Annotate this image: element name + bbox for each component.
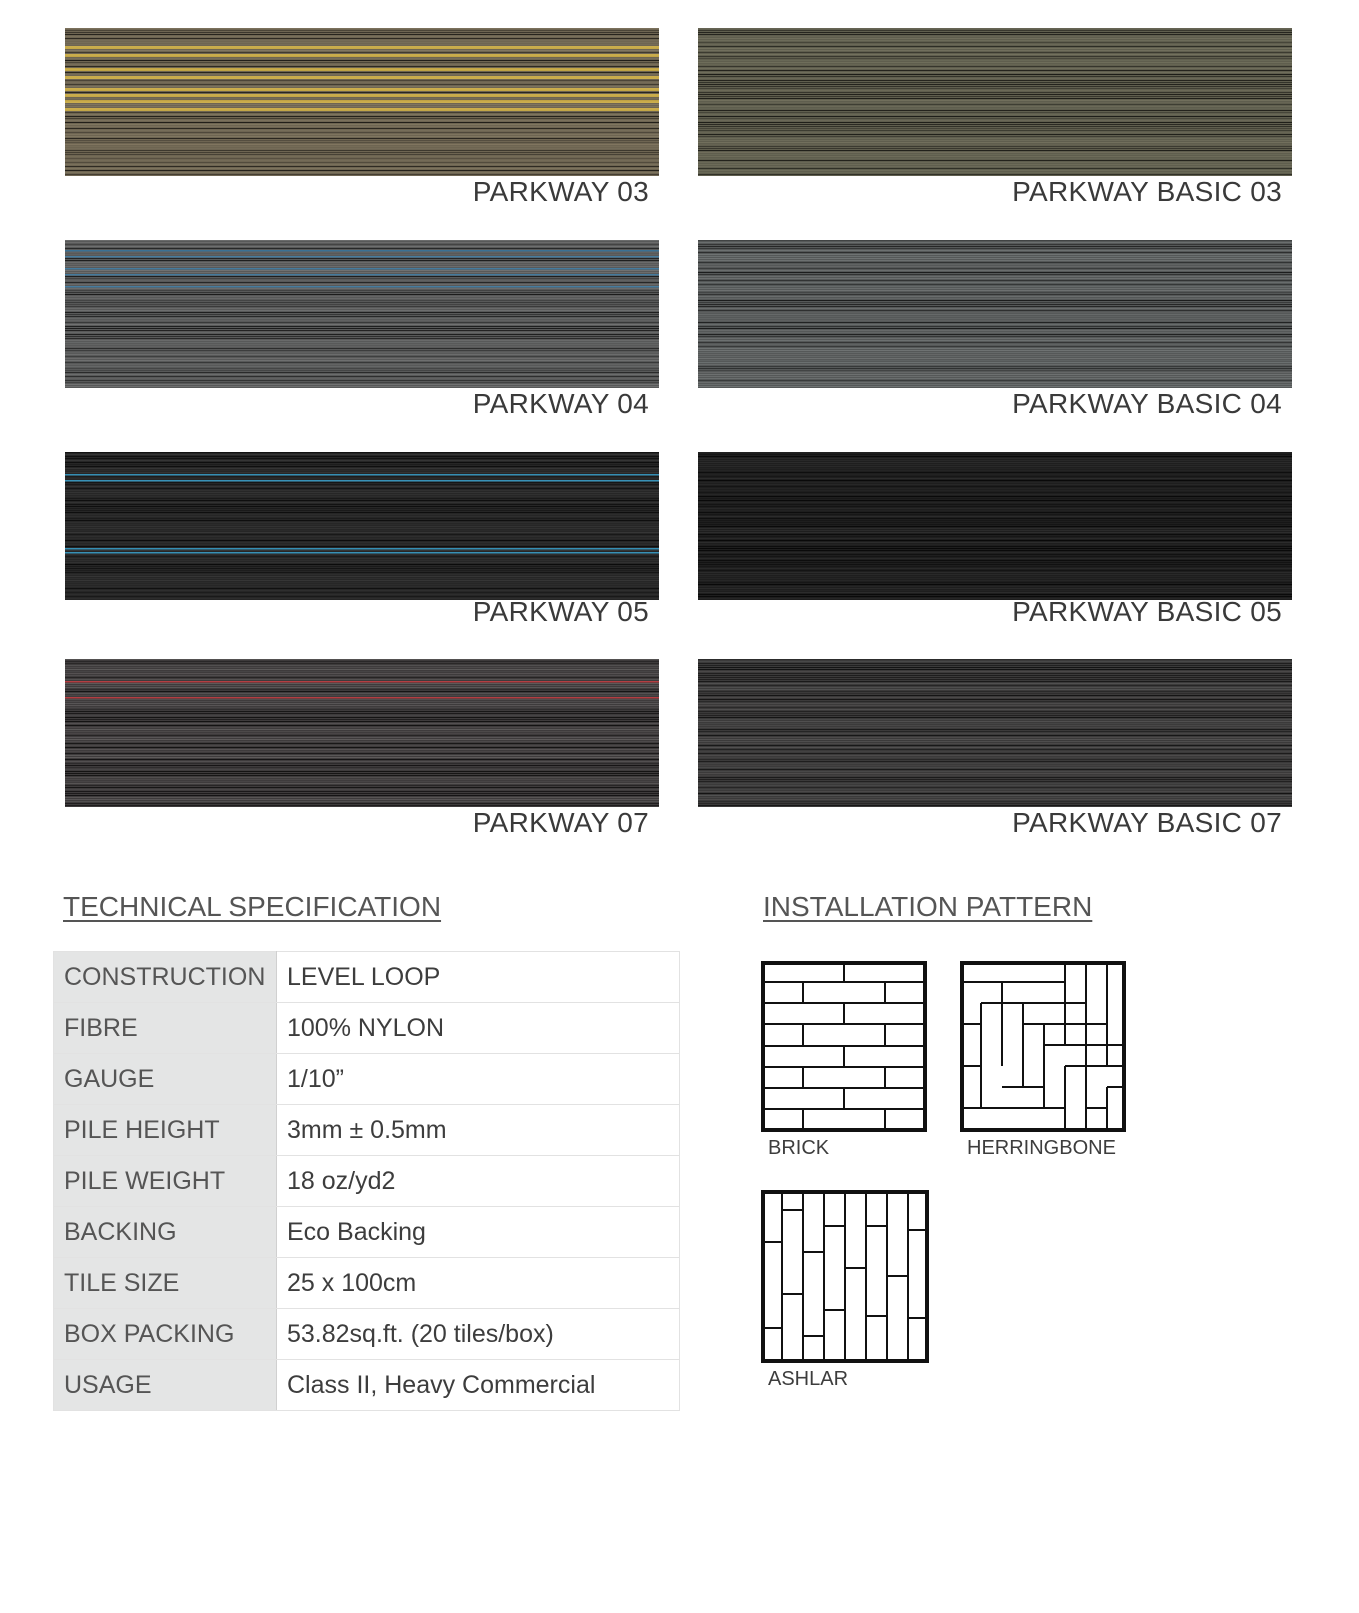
swatch-label: PARKWAY 05 <box>472 596 649 627</box>
spec-value: Eco Backing <box>277 1207 680 1258</box>
brick-label: BRICK <box>768 1137 830 1159</box>
spec-row <box>54 952 680 1003</box>
spec-key: USAGE <box>54 1360 277 1411</box>
spec-row <box>54 1156 680 1207</box>
spec-key: TILE SIZE <box>54 1258 277 1309</box>
spec-row <box>54 1003 680 1054</box>
spec-value: 53.82sq.ft. (20 tiles/box) <box>277 1309 680 1360</box>
spec-value: 100% NYLON <box>277 1003 680 1054</box>
swatch-parkway-basic-07 <box>698 659 1292 807</box>
spec-row <box>54 1258 680 1309</box>
spec-row <box>54 1309 680 1360</box>
spec-value: 25 x 100cm <box>277 1258 680 1309</box>
spec-key: PILE WEIGHT <box>54 1156 277 1207</box>
ashlar-pattern-diagram <box>761 1190 929 1363</box>
swatch-parkway-basic-04 <box>698 240 1292 388</box>
herringbone-pattern-diagram <box>960 961 1126 1132</box>
spec-key: BOX PACKING <box>54 1309 277 1360</box>
spec-row <box>54 1360 680 1411</box>
carpet-texture <box>65 28 659 176</box>
brick-pattern-diagram <box>761 961 927 1132</box>
installation-pattern-title: INSTALLATION PATTERN <box>763 891 1093 922</box>
swatch-label: PARKWAY 07 <box>472 807 649 838</box>
tech-spec-title: TECHNICAL SPECIFICATION <box>63 891 442 922</box>
swatch-label: PARKWAY BASIC 04 <box>1012 388 1282 419</box>
ashlar-label: ASHLAR <box>768 1368 849 1390</box>
spec-value: 3mm ± 0.5mm <box>277 1105 680 1156</box>
spec-value: 18 oz/yd2 <box>277 1156 680 1207</box>
carpet-texture <box>65 659 659 807</box>
spec-row <box>54 1105 680 1156</box>
spec-value: Class II, Heavy Commercial <box>277 1360 680 1411</box>
carpet-texture <box>698 240 1292 388</box>
swatch-parkway-03 <box>65 28 659 176</box>
swatch-parkway-basic-03 <box>698 28 1292 176</box>
spec-table <box>53 951 680 1411</box>
swatch-parkway-07 <box>65 659 659 807</box>
spec-value: LEVEL LOOP <box>277 952 680 1003</box>
swatch-label: PARKWAY BASIC 05 <box>1012 596 1282 627</box>
swatch-label: PARKWAY 04 <box>472 388 649 419</box>
spec-key: CONSTRUCTION <box>54 952 277 1003</box>
spec-key: GAUGE <box>54 1054 277 1105</box>
spec-row <box>54 1207 680 1258</box>
swatch-parkway-04 <box>65 240 659 388</box>
carpet-texture <box>65 452 659 600</box>
carpet-texture <box>698 28 1292 176</box>
swatch-label: PARKWAY BASIC 07 <box>1012 807 1282 838</box>
spec-row <box>54 1054 680 1105</box>
swatch-label: PARKWAY BASIC 03 <box>1012 176 1282 207</box>
carpet-texture <box>698 452 1292 600</box>
spec-key: FIBRE <box>54 1003 277 1054</box>
herringbone-label: HERRINGBONE <box>967 1137 1116 1159</box>
swatch-label: PARKWAY 03 <box>472 176 649 207</box>
carpet-texture <box>65 240 659 388</box>
swatch-parkway-basic-05 <box>698 452 1292 600</box>
carpet-texture <box>698 659 1292 807</box>
swatch-parkway-05 <box>65 452 659 600</box>
spec-key: BACKING <box>54 1207 277 1258</box>
spec-key: PILE HEIGHT <box>54 1105 277 1156</box>
spec-value: 1/10” <box>277 1054 680 1105</box>
